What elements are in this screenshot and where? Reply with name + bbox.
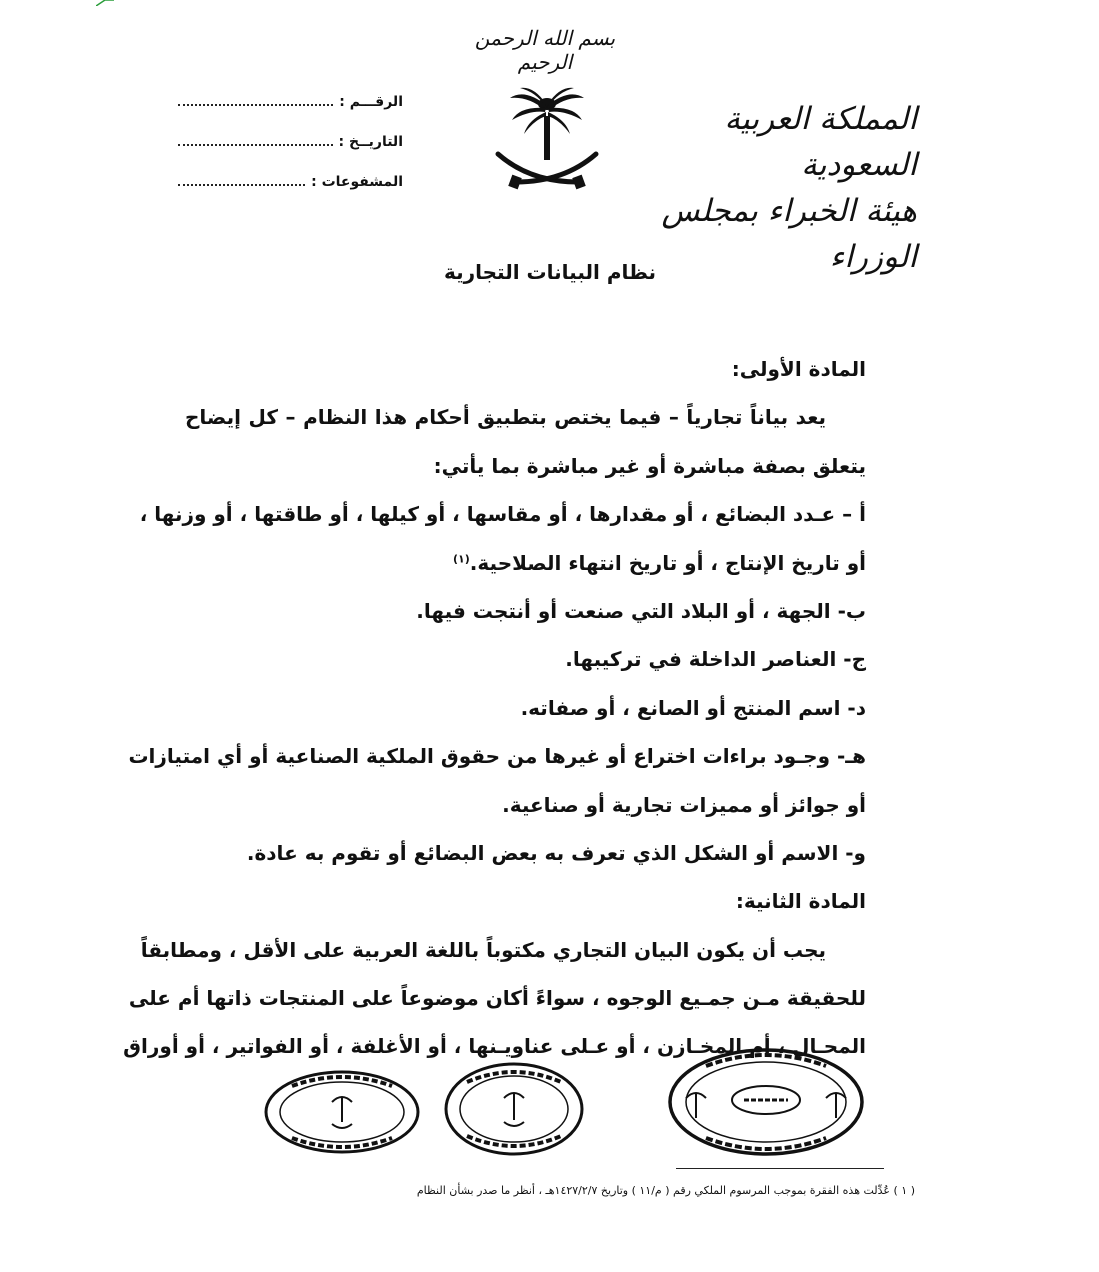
palm-and-swords-emblem-icon xyxy=(490,86,605,198)
body-line: هـ- وجـود براءات اختراع أو غيرها من حقوق الملكية الصناعية أو أي امتيازات xyxy=(128,744,866,769)
reference-fields xyxy=(178,94,403,214)
ref-date-blank xyxy=(178,134,333,146)
ref-date-label: التاريــخ : xyxy=(338,134,403,150)
letterhead-authority xyxy=(647,96,917,280)
stamp-left xyxy=(262,1068,422,1156)
body-line: و- الاسم أو الشكل الذي تعرف به بعض البضائع أو تقوم به عادة. xyxy=(246,840,866,865)
footnote-marker: (١) xyxy=(453,551,470,565)
kingdom-name: المملكة العربية السعودية xyxy=(724,101,917,183)
body-line xyxy=(185,539,866,587)
footnote-divider xyxy=(676,1168,884,1169)
body-line: يجب أن يكون البيان التجاري مكتوباً باللغة العربية على الأقل ، ومطابقاً xyxy=(140,937,826,962)
body-line: د- اسم المنتج أو الصانع ، أو صفاته. xyxy=(520,695,866,720)
document-body xyxy=(123,345,866,1071)
ref-number-row xyxy=(178,94,403,134)
body-line: للحقيقة مـن جمـيع الوجوه ، سواءً أكان موضوعاً على المنتجات ذاتها أم على xyxy=(128,986,866,1011)
body-line: المحـال ، أم المخـازن ، أو عـلى عناويـنها ، أو الأغلفة ، أو الفواتير ، أو أوراق xyxy=(123,1034,866,1059)
body-line: أ – عـدد البضائع ، أو مقدارها ، أو مقاسها ، أو كيلها ، أو طاقتها ، أو وزنها ، xyxy=(139,502,866,527)
body-line-text: أو تاريخ الإنتاج ، أو تاريخ انتهاء الصلاحية. xyxy=(469,550,866,575)
authority-name: هيئة الخبراء بمجلس الوزراء xyxy=(661,193,917,275)
stamp-middle-seal xyxy=(442,1060,587,1158)
article-heading: المادة الثانية: xyxy=(735,889,866,914)
body-line: ج- العناصر الداخلة في تركيبها. xyxy=(565,647,866,672)
ref-attachments-blank xyxy=(178,174,305,186)
stamp-right-seal xyxy=(666,1046,866,1158)
stamp-left-seal xyxy=(262,1068,422,1156)
corner-mark-icon xyxy=(96,0,114,6)
ref-number-blank xyxy=(178,94,333,106)
body-line: يعد بياناً تجارياً – فيما يختص بتطبيق أحكام هذا النظام – كل إيضاح xyxy=(185,405,826,430)
ref-date-row xyxy=(178,134,403,174)
stamp-middle xyxy=(442,1060,587,1158)
stamps-area xyxy=(262,1060,867,1165)
ref-number-label: الرقـــم : xyxy=(339,94,403,110)
ref-attachments-label: المشفوعات : xyxy=(311,174,403,190)
footnote: ( ١ ) عُدِّلت هذه الفقرة بموجب المرسوم الملكي رقم ( م/١١ ) وتاريخ ١٤٢٧/٢/٧هـ ، أنظر ما صدر بشأن النظام xyxy=(416,1184,915,1197)
stamp-right xyxy=(666,1046,866,1158)
ref-attachments-row xyxy=(178,174,403,214)
basmala-calligraphy: بسم الله الرحمن الرحيم xyxy=(474,26,616,74)
body-line: أو جوائز أو مميزات تجارية أو صناعية. xyxy=(502,792,866,817)
body-line: ب- الجهة ، أو البلاد التي صنعت أو أنتجت فيها. xyxy=(416,598,866,623)
document-title: نظام البيانات التجارية xyxy=(443,260,656,284)
body-line: يتعلق بصفة مباشرة أو غير مباشرة بما يأتي: xyxy=(433,453,866,478)
article-heading: المادة الأولى: xyxy=(731,357,866,381)
